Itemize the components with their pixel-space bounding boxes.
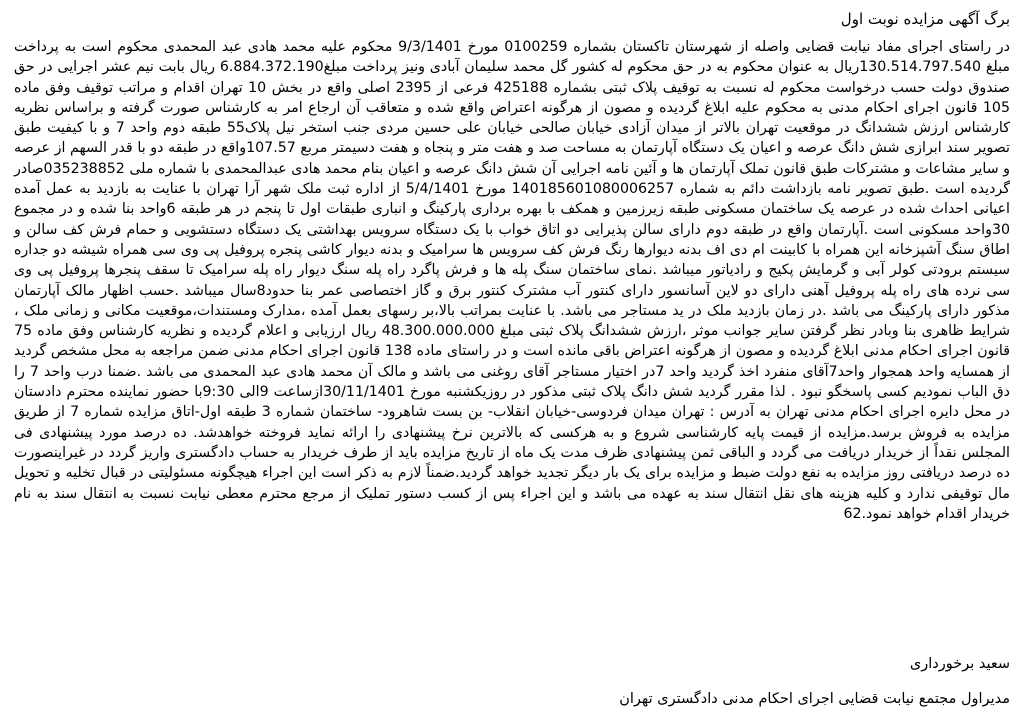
signer-title: مدیراول مجتمع نیابت قضایی اجرای احکام مدنی دادگستری تهران bbox=[619, 691, 1010, 707]
notice-title: برگ آگهی مزایده نوبت اول bbox=[840, 10, 1010, 28]
notice-body: در راستای اجرای مفاد نیابت قضایی واصله از شهرستان تاکستان بشماره 0100259 مورخ 9/3/1401 محکوم علیه محمد هادی عبد المحمدی محکوم است به پرداخت مبلغ 130.514.797.540ریال به عنوان محکوم به در حق محکوم له کشور گل محمد سلیمان آبادی ونیز پرداخت مبلغ6.884.372.190 ریال بابت نیم عشر اجرایی در حق صندوق دولت حسب درخواست محکوم له نسبت به توقیف پلاک ثبتی بشماره 425188 فرعی از 2395 اصلی واقع در بخش 10 تهران اقدام و مراتب توقیف وفق ماده 105 قانون اجرای احکام مدنی به محکوم علیه ابلاغ گردیده و مصون از هرگونه اعتراض واقع شده و متعاقب آن ارجاع امر به کارشناس صورت گرفته و براساس نظریه کارشناس ارزش ششدانگ در موقعیت تهران بالاتر از میدان آزادی خیابان صالحی خیابان علی حسین مردی جنب استخر نیل پلاک55 طبقه دوم واحد 7 و با کیفیت طبق تصویر سند ابرازی شش دانگ عرصه و اعیان یک دستگاه آپارتمان به مساحت صد و هفت متر و پنجاه و هفت دسیمتر مربع 107.57واقع در طبقه دو با قدر السهم از عرصه و سایر مشاعات و مشترکات طبق قانون تملک آپارتمان ها و آئین نامه اجرایی آن شش دانگ عرصه و اعیان بنام محمد هادی عبدالمحمدی با شماره ملی 035238852صادر گردیده است .طبق تصویر نامه بازداشت دائم به شماره 140185601080006257 مورخ 5/4/1401 از اداره ثبت ملک شهر آرا تهران با عنایت به بازدید به عمل آمده اعیانی احداث شده در عرصه یک ساختمان مسکونی طبقه زیرزمین و همکف با بهره برداری پارکینگ و انباری طبقات اول تا پنجم در هر طبقه 6واحد بنا شده و در مجموع 30واحد مسکونی است .آپارتمان واقع در طبقه دوم دارای سالن پذیرایی دو اتاق خواب با یک دستگاه سرویس بهداشتی یک دستگاه دستشویی و حمام فرش کف سالن و اطاق سنگ آشپزخانه این همراه با کابینت ام دی اف بدنه دیوارها رنگ فرش کف سرویس ها سرامیک و بدنه دیوار کاشی پنجره پروفیل پی وی سی همراه شیشه دو جداره سیستم برودتی کولر آبی و گرمایش پکیج و رادیاتور میباشد .نمای ساختمان سنگ پله ها و فرش پاگرد راه پله سنگ دیوار راه پله سرامیک تا سقف پنجرها پروفیل پی وی سی نرده های راه پله پروفیل آهنی دارای دو لاین آسانسور دارای کنتور آب مشترک کنتور برق و گاز اختصاصی عمر بنا حدود8سال میباشد .حسب اظهار مالک آپارتمان مذکور دارای پارکینگ می باشد .در زمان بازدید ملک در ید مستاجر می باشد. با عنایت بمراتب بالا،بر رسهای بعمل آمده ،مدارک ومستندات،موقعیت مکانی و زمانی ملک ، شرایط ظاهری بنا وبادر نظر گرفتن سایر جوانب موثر ،ارزش ششدانگ پلاک ثبتی مبلغ 48.300.000.000 ریال ارزیابی و اعلام گردیده و نظریه کارشناس وفق ماده 75 قانون اجرای احکام مدنی ابلاغ گردیده و مصون از هرگونه اعتراض باقی مانده است و در راستای ماده 138 قانون اجرای احکام مدنی ضمن مراجعه به محل مشخص گردید از همسایه واحد همجوار واحد7آقای منفرد اخذ گردید واحد 7در اختیار مستاجر آقای روغنی می باشد و مالک آن محمد هادی عبد المحمدی می باشد .ضمنا درب واحد 7 را دق الباب نمودیم کسی پاسخگو نبود . لذا مقرر گردید شش دانگ پلاک ثبتی مذکور در روزیکشنبه مورخ 30/11/1401ازساعت 9الی 9:30با حضور نماینده محترم دادستان در محل دایره اجرای احکام مدنی تهران به آدرس : تهران میدان فردوسی-خیابان انقلاب- بن بست شاهرود- ساختمان شماره 3 طبقه اول-اتاق مزایده شماره 7 از طریق مزایده به فروش برسد.مزایده از قیمت پایه کارشناسی شروع و به هرکسی که بالاترین نرخ پیشنهادی را ارائه نماید فروخته خواهدشد. ده درصد مورد پیشنهادی فی المجلس نقداً از خریدار دریافت می گردد و الباقی ثمن پیشنهادی ظرف مدت یک ماه از تاریخ مزایده باید از طرف خریدار به حساب دادگستری واریز گردد در غیراینصورت ده درصد دریافتی روز مزایده به نفع دولت ضبط و مزایده برای یک بار دیگر تجدید خواهد گردید.ضمناً لازم به ذکر است این اجراء هیچگونه مسئولیتی در قبال تخلیه و تحویل مال توقیفی ندارد و کلیه هزینه های نقل انتقال سند به عهده می باشد و این اجراء پس از کسب دستور تملیک از مرجع محترم معطی نیابت نسبت به انتقال سند به نام خریدار اقدام خواهد نمود.62 bbox=[14, 39, 1011, 522]
signer-name: سعید برخورداری bbox=[909, 656, 1010, 672]
